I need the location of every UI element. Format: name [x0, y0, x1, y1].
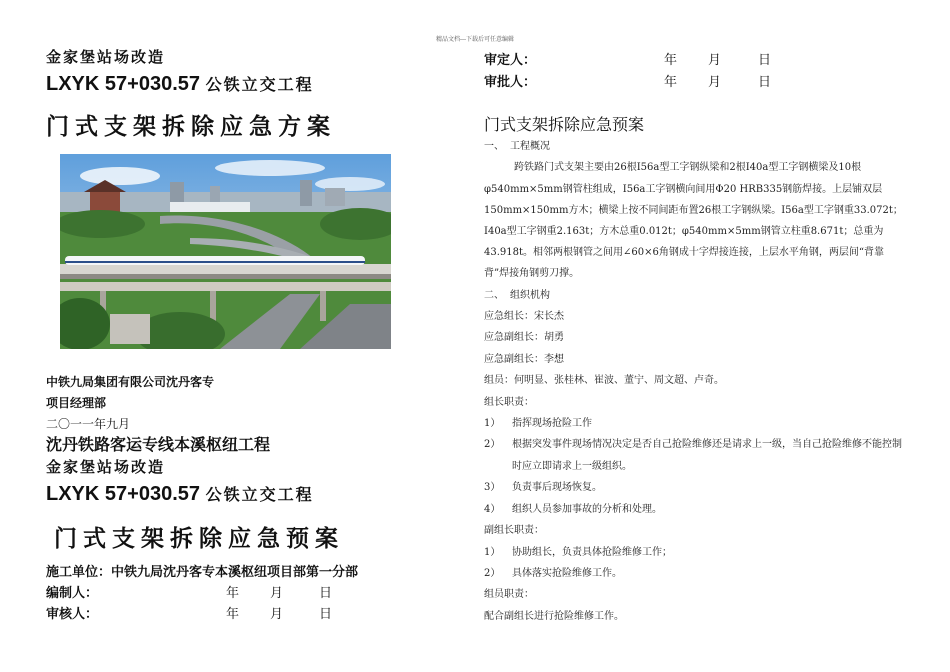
signature-fields: [46, 562, 446, 625]
cover-photo: [60, 154, 391, 349]
section-1-text: 跨铁路门式支架主要由26根I56a型工字钢纵梁和2根I40a型工字钢横梁及10根φ540mm×5mm钢管柱组成，I56a工字钢横向间用Φ20 HRB335钢筋焊接。上层铺双层150mm×150mm方木；横梁上按不同间距布置26根工字钢纵梁。I56a型工字钢重33.072t；I40a型工字钢重2.163t；方木总重0.012t；φ540mm×5mm钢管立柱重8.671t；总重为43.918t。相邻两根钢管之间用∠60×6角钢成十字焊接连接，上层水平角钢，两层间“背靠背”焊接角钢剪刀撑。: [484, 162, 903, 280]
emergency-leader: 应急组长：宋长杰: [484, 311, 564, 323]
reviewer-month: 月: [270, 607, 284, 622]
ratifier-year: 年: [664, 75, 678, 90]
org-department: 项目经理部: [46, 396, 107, 410]
cover2-main-title: 门式支架拆除应急预案: [54, 526, 344, 552]
section-1-heading: [484, 136, 909, 157]
list-item-number: 3）: [484, 482, 501, 494]
cover2-title-line2: [46, 478, 446, 511]
org-company: 中铁九局集团有限公司沈丹客专: [46, 375, 215, 389]
compiler-month: 月: [270, 586, 284, 601]
list-item: [484, 477, 909, 498]
organization-block: [46, 372, 446, 455]
railway-bridge-photo-icon: [60, 154, 391, 349]
list-item: [484, 434, 909, 477]
team-members: 组员：何明显、张桂林、崔波、董宁、周文超、卢奇。: [484, 375, 724, 387]
list-item-number: 1）: [484, 546, 501, 558]
plan-body: [484, 136, 909, 627]
cover2-title-block: [46, 456, 446, 559]
project-type: 公铁立交工程: [205, 75, 314, 94]
list-item: [484, 563, 909, 584]
list-item-number: 4）: [484, 503, 501, 515]
ratifier-day: 日: [758, 75, 772, 90]
construction-unit: 施工单位：中铁九局沈丹客专本溪枢纽项目部第一分部: [46, 565, 359, 580]
cover-main-title: 门式支架拆除应急方案: [46, 114, 336, 140]
member-duty: 配合副组长进行抢险维修工作。: [484, 610, 624, 622]
list-item-text: 指挥现场抢险工作: [512, 418, 592, 430]
project-code-2: LXYK 57+030.57: [46, 483, 200, 505]
list-item: [484, 499, 909, 520]
ratifier-month: 月: [708, 75, 722, 90]
header-note: 精品文档---下载后可任意编辑: [435, 36, 515, 43]
member-duty-title: 组员职责：: [484, 589, 534, 601]
compiler-year: 年: [226, 586, 240, 601]
cover2-title-line1: 金家堡站场改造: [46, 458, 166, 476]
approver-year: 年: [664, 53, 678, 68]
leader-duty-title: 组长职责：: [484, 396, 534, 408]
list-item-text: 根据突发事件现场情况决定是否自己抢险维修还是请求上一级，当自己抢险维修不能控制时应立即请求上一级组织。: [512, 439, 902, 472]
approver-label: 审定人：: [484, 53, 537, 68]
emergency-deputy-2: 应急副组长：李想: [484, 353, 564, 365]
list-item-text: 具体落实抢险维修工作。: [512, 567, 622, 579]
project-type-2: 公铁立交工程: [205, 485, 314, 504]
right-column: [484, 50, 909, 627]
reviewer-year: 年: [226, 607, 240, 622]
deputy-duty-title: 副组长职责：: [484, 525, 544, 537]
ratifier-field: [484, 72, 909, 94]
section-1-title: 工程概况: [510, 141, 550, 152]
cover-title-block: [46, 46, 446, 147]
org-date: 二〇一一年九月: [46, 417, 131, 431]
list-item: [484, 542, 909, 563]
section-1-number: 一、: [484, 141, 504, 152]
list-item: [484, 413, 909, 434]
approver-month: 月: [708, 53, 722, 68]
list-item-number: 2）: [484, 567, 501, 579]
approver-field: [484, 50, 909, 72]
reviewer-label: 审核人：: [46, 607, 99, 622]
reviewer-day: 日: [319, 607, 333, 622]
cover-title-line1: 金家堡站场改造: [46, 48, 166, 66]
org-project: 沈丹铁路客运专线本溪枢纽工程: [46, 435, 271, 454]
reviewer-field: [46, 604, 446, 625]
plan-title: 门式支架拆除应急预案: [484, 115, 645, 134]
compiler-day: 日: [319, 586, 333, 601]
list-item-number: 1）: [484, 418, 501, 430]
list-item-text: 负责事后现场恢复。: [512, 482, 602, 494]
list-item-text: 协助组长，负责具体抢险维修工作；: [512, 546, 672, 558]
compiler-field: [46, 583, 446, 604]
section-2-title: 组织机构: [510, 289, 550, 301]
ratifier-label: 审批人：: [484, 75, 537, 90]
approver-day: 日: [758, 53, 772, 68]
compiler-label: 编制人：: [46, 586, 99, 601]
project-code: LXYK 57+030.57: [46, 73, 200, 95]
emergency-deputy-1: 应急副组长：胡勇: [484, 332, 564, 344]
list-item-number: 2）: [484, 439, 501, 451]
section-2-number: 二、: [484, 289, 504, 301]
list-item-text: 组织人员参加事故的分析和处理。: [512, 503, 662, 515]
cover-title-line2: [46, 68, 446, 101]
section-2-heading: [484, 285, 909, 306]
